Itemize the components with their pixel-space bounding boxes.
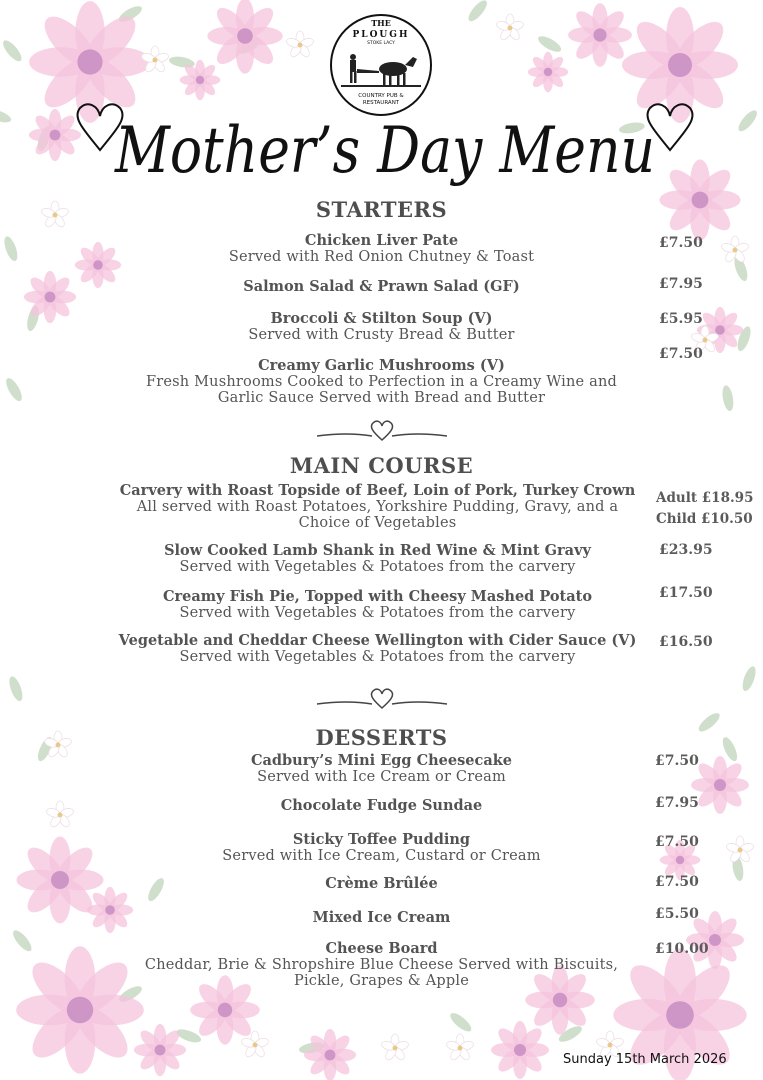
starters-heading: STARTERS	[315, 197, 448, 222]
main-price: £23.95	[659, 542, 713, 558]
dessert-item: Chocolate Fudge Sundae	[280, 797, 483, 814]
main-price-adult: Adult £18.95	[656, 490, 754, 506]
main-price: £17.50	[659, 585, 713, 601]
main-item: Creamy Fish Pie, Topped with Cheesy Mashed Potato Served with Vegetables & Potatoes from the carvery	[162, 588, 593, 621]
dessert-item: Cheese Board Cheddar, Brie & Shropshire Blue Cheese Served with Biscuits, Pickle, Grapes & Apple	[144, 940, 619, 989]
event-date: Sunday 15th March 2026	[563, 1052, 727, 1067]
starter-price: £5.95	[659, 311, 703, 327]
starter-item: Chicken Liver Pate Served with Red Onion Chutney & Toast	[228, 232, 535, 265]
logo-line-5: RESTAURANT	[362, 100, 400, 106]
dessert-price: £7.50	[655, 753, 699, 769]
starter-price: £7.95	[659, 276, 703, 292]
dessert-price: £10.00	[655, 941, 709, 957]
main-item: Carvery with Roast Topside of Beef, Loin of Pork, Turkey Crown All served with Roast Potatoes, Yorkshire Pudding, Gravy, and a Choice of Vegetables	[119, 482, 636, 531]
starter-price: £7.50	[659, 346, 703, 362]
dessert-item: Crème Brûlée	[325, 875, 438, 892]
logo-line-2: PLOUGH	[352, 30, 410, 40]
starter-price: £7.50	[659, 235, 703, 251]
starter-item: Salmon Salad & Prawn Salad (GF)	[243, 278, 520, 295]
dessert-item: Cadbury’s Mini Egg Cheesecake Served with Ice Cream or Cream	[250, 752, 513, 785]
menu-title	[70, 100, 700, 200]
heart-divider	[317, 418, 447, 444]
starter-item: Broccoli & Stilton Soup (V) Served with Crusty Bread & Butter	[248, 310, 515, 343]
logo-line-3: STOKE LACY	[367, 41, 395, 46]
dessert-item: Sticky Toffee Pudding Served with Ice Cream, Custard or Cream	[222, 831, 541, 864]
dessert-price: £5.50	[655, 906, 699, 922]
dessert-price: £7.50	[655, 834, 699, 850]
main-course-heading: MAIN COURSE	[289, 453, 474, 478]
svg-text:Mother’s Day Menu: Mother’s Day Menu	[114, 114, 656, 188]
logo-line-4: COUNTRY PUB &	[358, 93, 404, 99]
main-price: £16.50	[659, 634, 713, 650]
desserts-heading: DESSERTS	[315, 725, 448, 750]
dessert-price: £7.50	[655, 874, 699, 890]
main-price-child: Child £10.50	[656, 511, 753, 527]
logo-line-1: THE	[371, 18, 391, 28]
dessert-price: £7.95	[655, 795, 699, 811]
starter-item: Creamy Garlic Mushrooms (V) Fresh Mushrooms Cooked to Perfection in a Creamy Wine and Garlic Sauce Served with Bread and Butter	[145, 357, 618, 406]
dessert-item: Mixed Ice Cream	[312, 909, 451, 926]
main-item: Vegetable and Cheddar Cheese Wellington with Cider Sauce (V) Served with Vegetables & Potatoes from the carvery	[118, 632, 637, 665]
main-item: Slow Cooked Lamb Shank in Red Wine & Mint Gravy Served with Vegetables & Potatoes from the carvery	[164, 542, 591, 575]
heart-divider	[317, 686, 447, 712]
